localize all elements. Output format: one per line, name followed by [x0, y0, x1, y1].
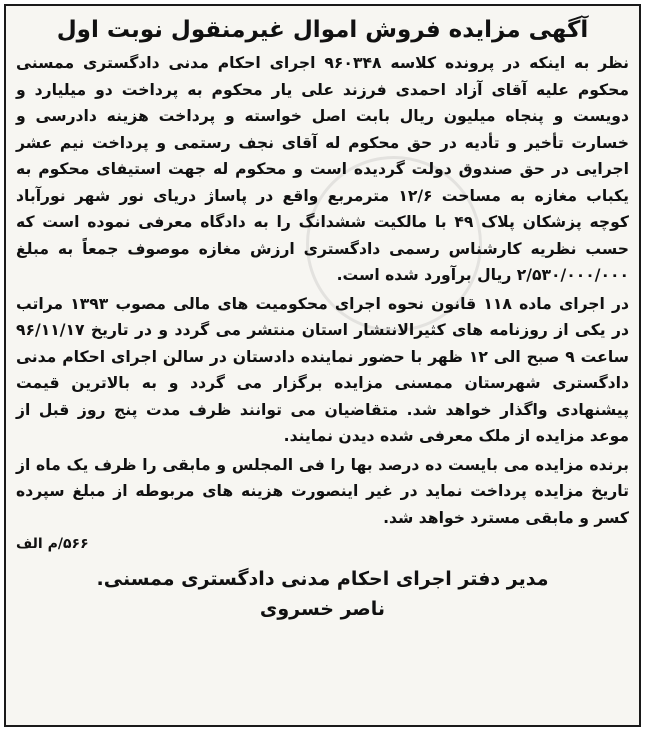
paragraph-auction-schedule: در اجرای ماده ۱۱۸ قانون نحوه اجرای محکومیت های مالی مصوب ۱۳۹۳ مراتب در یکی از روزنامه های کثیرالانتشار استان منتشر می گردد و در تاریخ ۹۶/۱۱/۱۷ ساعت ۹ صبح الی ۱۲ ظهر با حضور نماینده دادستان در سالن اجرای احکام مدنی دادگستری شهرستان ممسنی مزایده برگزار می گردد و به بالاترین قیمت پیشنهادی واگذار خواهد شد. متقاضیان می توانند ظرف مدت پنج روز قبل از موعد مزایده از ملک معرفی شده دیدن نمایند. — [16, 294, 630, 445]
paragraph-case-details: نظر به اینکه در پرونده کلاسه ۹۶۰۳۴۸ اجرای احکام مدنی دادگستری ممسنی محکوم علیه آقای آزاد احمدی فرزند علی یار محکوم به پرداخت دو میلیارد و دویست و پنجاه میلیون ریال بابت اصل خواسته و پرداخت هزینه دادرسی و خسارت تأخیر و تأدیه در حق محکوم له آقای نجف رستمی و پرداخت نیم عشر اجرایی در حق صندوق دولت گردیده است و محکوم له جهت استیفای محکوم به یکباب مغازه به مساحت ۱۲/۶ مترمربع واقع در پاساژ دریای نور شهر نورآباد کوچه پزشکان پلاک ۴۹ با مالکیت ششدانگ را به دادگاه معرفی نموده است که حسب نظریه کارشناس رسمی دادگستری ارزش مغازه موصوف جمعاً به مبلغ ۲/۵۳۰/۰۰۰/۰۰۰ ریال برآورد شده است. — [16, 54, 630, 284]
reference-code: ۵۶۶/م الف — [16, 536, 89, 552]
signature-title: مدیر دفتر اجرای احکام مدنی دادگستری ممسنی. — [96, 567, 549, 590]
notice-content — [16, 14, 629, 719]
signature-block — [16, 564, 629, 624]
signature-name: ناصر خسروی — [259, 597, 386, 620]
notice-title: آگهی مزایده فروش اموال غیرمنقول نوبت اول — [56, 17, 589, 43]
paragraph-payment-terms: برنده مزایده می بایست ده درصد بها را فی المجلس و مابقی را ظرف یک ماه از تاریخ مزایده پرداخت نماید در غیر اینصورت هزینه های مربوطه از مبلغ سپرده کسر و مابقی مسترد خواهد شد. — [16, 455, 629, 527]
notice-frame — [4, 4, 641, 727]
reference-row — [16, 531, 629, 558]
